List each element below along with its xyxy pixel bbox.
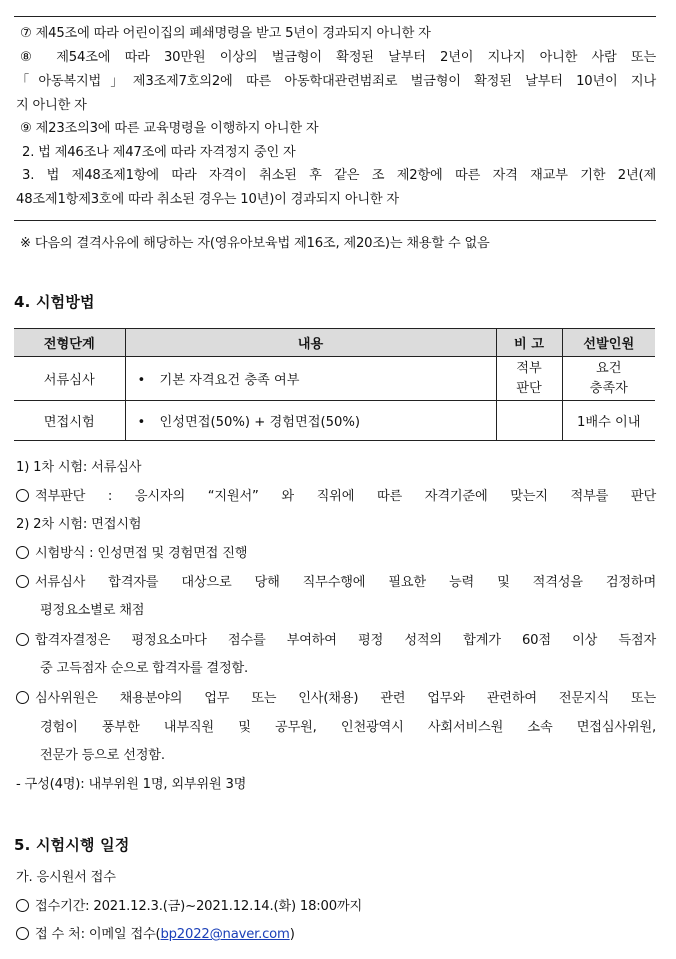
step2-item4-line3: 전문가 등으로 선정함. bbox=[40, 748, 165, 763]
step2-item2-line1 bbox=[16, 573, 656, 593]
step1-heading: 1) 1차 시험: 서류심사 bbox=[16, 460, 142, 475]
step1-item bbox=[16, 487, 656, 507]
header-note: 비 고 bbox=[496, 329, 562, 357]
step2-item1 bbox=[16, 544, 656, 564]
disqualification-note: ※ 다음의 결격사유에 해당하는 자(영유아보육법 제16조, 제20조)는 채용할 수 없음 bbox=[20, 236, 490, 251]
email-link[interactable]: bp2022@naver.com bbox=[160, 927, 290, 942]
header-content: 내용 bbox=[125, 329, 496, 357]
step1-item-text: 적부판단 : 응시자의 “지원서” 와 직위에 따른 자격기준에 맞는지 적부를 판단 bbox=[35, 489, 656, 504]
disq-item-8-line2: 「아동복지법」제3조제7호의2에 따른 아동학대관련범죄로 벌금형이 확정된 날부터 10년이 지나 bbox=[16, 74, 656, 89]
step2-item4-line2: 경험이 풍부한 내부직원 및 공무원, 인천광역시 사회서비스원 소속 면접심사위원, bbox=[40, 720, 656, 735]
application-place-suffix: ) bbox=[289, 927, 295, 942]
table-row bbox=[14, 357, 655, 401]
row1-note bbox=[496, 357, 562, 401]
row1-count-l2: 충족자 bbox=[589, 380, 628, 396]
table-header-row bbox=[14, 329, 655, 357]
row2-stage: 면접시험 bbox=[14, 401, 125, 441]
step2-item3-text: 합격자결정은 평정요소마다 점수를 부여하여 평정 성적의 합계가 60점 이상 득점자 bbox=[35, 633, 656, 648]
step2-item4-text: 심사위원은 채용분야의 업무 또는 인사(채용) 관련 업무와 관련하여 전문지식 또는 bbox=[35, 691, 656, 706]
circle-bullet-icon bbox=[16, 927, 29, 940]
row1-content bbox=[125, 357, 496, 401]
application-place-prefix: 접 수 처: 이메일 접수( bbox=[35, 927, 161, 942]
application-period bbox=[16, 897, 656, 917]
row2-note bbox=[496, 401, 562, 441]
header-count: 선발인원 bbox=[562, 329, 655, 357]
circle-bullet-icon bbox=[16, 691, 29, 704]
row2-content-text: 인성면접(50%) + 경험면접(50%) bbox=[159, 415, 361, 430]
row1-content-text: 기본 자격요건 충족 여부 bbox=[159, 373, 300, 388]
bullet-icon: • bbox=[137, 415, 146, 430]
circle-bullet-icon bbox=[16, 633, 29, 646]
step2-item2-line2: 평정요소별로 채점 bbox=[40, 603, 145, 618]
disq-item-3-line2: 48조제1항제3호에 따라 취소된 경우는 10년)이 경과되지 아니한 자 bbox=[16, 192, 399, 207]
disq-item-8-line1: ⑧ 제54조에 따라 30만원 이상의 벌금형이 확정된 날부터 2년이 지나지 아니한 사람 또는 bbox=[20, 50, 656, 65]
disq-item-3-line1: 3. 법 제48조제1항에 따라 자격이 취소된 후 같은 조 제2항에 따른 자격 재교부 기한 2년(제 bbox=[22, 168, 656, 183]
step2-item4-line1 bbox=[16, 689, 656, 709]
row1-stage: 서류심사 bbox=[14, 357, 125, 401]
row1-count-l1: 요건 bbox=[596, 360, 622, 376]
row2-content bbox=[125, 401, 496, 441]
row2-count: 1배수 이내 bbox=[562, 401, 655, 441]
top-rule bbox=[14, 16, 656, 17]
circle-bullet-icon bbox=[16, 489, 29, 502]
application-place bbox=[16, 925, 656, 945]
step2-item3-line1 bbox=[16, 631, 656, 651]
step2-item2-text: 서류심사 합격자를 대상으로 당해 직무수행에 필요한 능력 및 적격성을 검정하며 bbox=[35, 575, 656, 590]
header-stage: 전형단계 bbox=[14, 329, 125, 357]
bullet-icon: • bbox=[137, 373, 146, 388]
application-period-text: 접수기간: 2021.12.3.(금)~2021.12.14.(화) 18:00까지 bbox=[35, 899, 362, 914]
row1-note-l1: 적부 bbox=[516, 360, 542, 376]
committee-composition: - 구성(4명): 내부위원 1명, 외부위원 3명 bbox=[16, 777, 247, 792]
circle-bullet-icon bbox=[16, 546, 29, 559]
disq-item-7: ⑦ 제45조에 따라 어린이집의 폐쇄명령을 받고 5년이 경과되지 아니한 자 bbox=[20, 26, 431, 41]
section-4-title: 4. 시험방법 bbox=[14, 293, 95, 311]
row1-note-l2: 판단 bbox=[516, 380, 542, 396]
circle-bullet-icon bbox=[16, 899, 29, 912]
step2-heading: 2) 2차 시험: 면접시험 bbox=[16, 517, 142, 532]
section-5-title: 5. 시험시행 일정 bbox=[14, 836, 130, 854]
circle-bullet-icon bbox=[16, 575, 29, 588]
step2-item1-text: 시험방식 : 인성면접 및 경험면접 진행 bbox=[35, 546, 248, 561]
table-row bbox=[14, 401, 655, 441]
disq-item-8-line3: 지 아니한 자 bbox=[16, 98, 87, 113]
disq-item-2: 2. 법 제46조나 제47조에 따라 자격정지 중인 자 bbox=[22, 145, 296, 160]
exam-method-table bbox=[14, 328, 655, 441]
row1-count bbox=[562, 357, 655, 401]
mid-rule bbox=[14, 220, 656, 221]
step2-item3-line2: 중 고득점자 순으로 합격자를 결정함. bbox=[40, 661, 249, 676]
disq-item-9: ⑨ 제23조의3에 따른 교육명령을 이행하지 아니한 자 bbox=[20, 121, 319, 136]
sub-section-a: 가. 응시원서 접수 bbox=[16, 870, 116, 885]
